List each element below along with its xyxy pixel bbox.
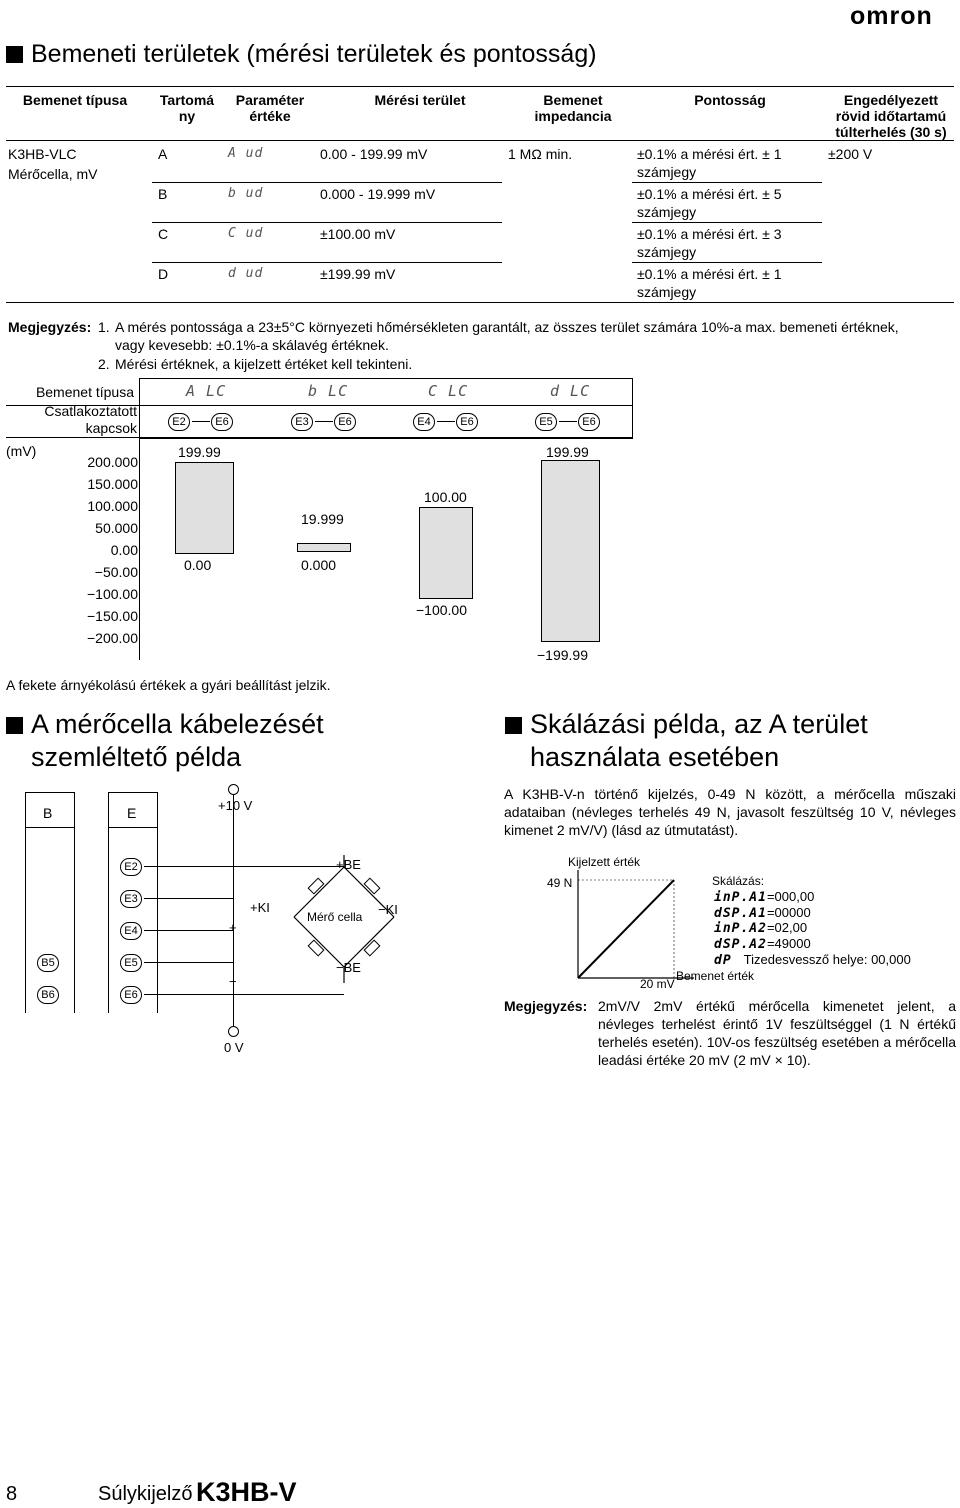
row-accuracy-unit: számjegy (637, 284, 697, 300)
y-tick: 0.00 (110, 542, 138, 558)
terminal-e6: E6 (120, 986, 142, 1004)
note-1-number: 1. (98, 319, 110, 335)
note-2-number: 2. (98, 356, 110, 372)
wiring-title: A mérőcella kábelezését szemléltető példa (6, 708, 324, 774)
impedance-value: 1 MΩ min. (508, 146, 573, 162)
scaling-param-row: dSP.A2=49000 (714, 936, 811, 952)
scaling-param-row: inP.A2=02,00 (714, 920, 808, 936)
row-rule (632, 182, 822, 183)
bar-a-top: 199.99 (178, 444, 221, 460)
y-tick: 150.000 (87, 476, 138, 492)
chart-unit: (mV) (6, 443, 37, 459)
y-tick: 200.000 (87, 454, 138, 470)
e-column-label: E (127, 805, 137, 821)
terminal-e2: E2 (120, 858, 142, 876)
wire-e3 (144, 898, 233, 899)
scaling-param-row: dSP.A1=00000 (714, 905, 811, 921)
scaling-paragraph: A K3HB-V-n történő kijelzés, 0-49 N között, a mérőcella műszaki adataiban (névleges terhelés 49 N, javasolt feszültség 10 V, névleges kimenet 2 mV/V) (lásd az útmutatást). (504, 786, 956, 838)
range-bar-c (419, 507, 473, 599)
bar-b-top: 19.999 (301, 511, 344, 527)
terminal-e5: E5 (535, 413, 557, 431)
terminal-e4: E4 (413, 413, 435, 431)
terminal-e4: E4 (120, 922, 142, 940)
range-bar-b (297, 543, 351, 552)
supply-zero-v: 0 V (224, 1040, 244, 1055)
terminal-e6: E6 (578, 413, 600, 431)
overload-value: ±200 V (828, 146, 873, 162)
bar-c-bottom: −100.00 (416, 602, 467, 618)
graph-x-label: Bemenet érték (676, 969, 755, 983)
chart-terminals-label-2: kapcsok (85, 420, 137, 436)
y-tick: 100.000 (87, 498, 138, 514)
row-measure: 0.000 - 19.999 mV (320, 186, 436, 202)
zero-v-terminal-icon (228, 1026, 239, 1037)
y-tick: −150.00 (87, 608, 138, 624)
y-tick: −50.00 (94, 564, 138, 580)
th-range: Tartomá ny (159, 92, 215, 124)
y-tick: −100.00 (87, 586, 138, 602)
scaling-params-title: Skálázás: (712, 874, 765, 888)
table-header-rule (6, 140, 954, 141)
row-range: D (158, 266, 169, 282)
chart-type-d: d LC (550, 382, 591, 400)
label-minus-be: −BE (336, 960, 361, 975)
wire-e4 (144, 930, 233, 931)
label-load-cell: Mérő cella (307, 910, 363, 924)
terminal-e3: E3 (120, 890, 142, 908)
bullet-square-icon (505, 717, 522, 734)
b-column-label: B (43, 805, 53, 821)
section-title-input-ranges: Bemeneti területek (mérési területek és pontosság) (6, 40, 597, 69)
footer-model: K3HB-V (196, 1477, 297, 1507)
row-rule (632, 222, 822, 223)
scaling-param-row: inP.A1=000,00 (714, 889, 815, 905)
terminal-e6: E6 (211, 413, 233, 431)
terminal-link (192, 421, 210, 422)
graph-line (578, 880, 674, 978)
scaling-title: Skálázási példa, az A terület használata esetében (505, 708, 868, 774)
bar-b-bottom: 0.000 (301, 557, 337, 573)
label-minus-ki: −KI (378, 902, 398, 917)
table-bottom-rule (6, 302, 954, 303)
bar-d-top: 199.99 (546, 444, 589, 460)
label-plus-be: +BE (336, 857, 361, 872)
row-measure: 0.00 - 199.99 mV (320, 146, 428, 162)
bar-d-bottom: −199.99 (537, 647, 588, 663)
row-param: b ud (228, 186, 264, 201)
row-rule (152, 262, 502, 263)
note-label: Megjegyzés: (8, 319, 92, 335)
chart-type-b: b LC (308, 382, 349, 400)
th-measure-range: Mérési terület (374, 92, 466, 108)
input-type-model: K3HB-VLC (8, 146, 77, 162)
chart-axis-line (139, 378, 140, 660)
chart-header-rule-2 (6, 437, 632, 438)
row-param: C ud (228, 226, 264, 241)
row-accuracy-unit: számjegy (637, 204, 697, 220)
row-range: A (158, 146, 168, 162)
chart-input-type-label: Bemenet típusa (35, 384, 134, 400)
range-bar-a (175, 462, 234, 554)
graph-y-value: 49 N (547, 876, 573, 890)
terminal-b6: B6 (37, 986, 59, 1004)
footer-label: Súlykijelző (98, 1483, 193, 1505)
supply-plus-10v: +10 V (218, 798, 253, 813)
note-2-text: Mérési értéknek, a kijelzett értéket kell tekinteni. (115, 356, 413, 372)
bar-c-top: 100.00 (424, 489, 467, 505)
graph-y-label: Kijelzett érték (568, 855, 641, 869)
terminal-e6: E6 (456, 413, 478, 431)
supply-minus-sign: − (229, 974, 237, 989)
page-number: 8 (6, 1483, 18, 1505)
th-overload: Engedélyezett rövid időtartamú túlterhelés (30 s) (835, 92, 947, 140)
terminal-e6: E6 (334, 413, 356, 431)
y-tick: −200.00 (87, 630, 138, 646)
th-parameter: Paraméter értéke (235, 92, 305, 124)
row-range: C (158, 226, 169, 242)
label-plus-ki: +KI (250, 900, 270, 915)
supply-plus-sign: + (229, 920, 237, 935)
row-range: B (158, 186, 168, 202)
wire-e6-minus-be (144, 994, 344, 995)
th-accuracy: Pontosság (694, 92, 766, 108)
input-type-name: Mérőcella, mV (8, 166, 98, 182)
wire-supply (233, 792, 234, 1028)
wire-e5 (144, 962, 233, 963)
row-accuracy: ±0.1% a mérési ért. ± 3 (637, 226, 782, 242)
chart-type-c: C LC (428, 382, 469, 400)
row-param: d ud (228, 266, 264, 281)
note-1-text-cont: vagy kevesebb: ±0.1%-a skálavég értéknek. (115, 337, 389, 353)
row-accuracy-unit: számjegy (637, 244, 697, 260)
omron-logo: omron (850, 2, 933, 30)
row-rule (632, 262, 822, 263)
terminal-e5: E5 (120, 954, 142, 972)
b-column-rule (25, 827, 74, 828)
y-tick: 50.000 (95, 520, 138, 536)
row-rule (152, 222, 502, 223)
chart-caption: A fekete árnyékolású értékek a gyári beállítást jelzik. (6, 677, 331, 693)
th-impedance: Bemenet impedancia (534, 92, 612, 124)
terminal-link (559, 421, 577, 422)
terminal-link (315, 421, 333, 422)
range-bar-d (541, 460, 600, 642)
note-1-text: A mérés pontossága a 23±5°C környezeti hőmérsékleten garantált, az összes terület számára 10%-a max. bemeneti értéknek, (115, 319, 899, 335)
row-accuracy: ±0.1% a mérési ért. ± 1 (637, 146, 782, 162)
chart-type-a: A LC (186, 382, 227, 400)
scaling-note: 2mV/V 2mV értékű mérőcella kimenetet jelent, a névleges terhelést érintő 1V feszültséggel (1 N értékű terhelés esetén). 10V-os feszültség esetében a mérőcella leadási értéke 20 mV (2 mV × 10). (598, 998, 956, 1068)
bullet-square-icon (6, 46, 23, 63)
b-column-box (25, 792, 75, 1013)
row-accuracy: ±0.1% a mérési ért. ± 1 (637, 266, 782, 282)
plus10-terminal-icon (228, 784, 239, 795)
scaling-note-label: Megjegyzés: (504, 998, 588, 1014)
bar-a-bottom: 0.00 (184, 557, 212, 573)
th-input-type: Bemenet típusa (22, 92, 128, 108)
terminal-e2: E2 (168, 413, 190, 431)
row-accuracy-unit: számjegy (637, 164, 697, 180)
scaling-param-row: dP Tizedesvessző helye: 00,000 (714, 952, 911, 968)
bullet-square-icon (6, 717, 23, 734)
table-top-rule (6, 86, 954, 87)
row-measure: ±199.99 mV (320, 266, 396, 282)
row-accuracy: ±0.1% a mérési ért. ± 5 (637, 186, 782, 202)
terminal-b5: B5 (37, 954, 59, 972)
terminal-e3: E3 (291, 413, 313, 431)
terminal-link (437, 421, 455, 422)
row-param: A ud (228, 146, 264, 161)
e-column-rule (108, 827, 157, 828)
row-rule (152, 182, 502, 183)
row-measure: ±100.00 mV (320, 226, 396, 242)
graph-x-value: 20 mV (640, 977, 675, 991)
chart-terminals-label: Csatlakoztatott (44, 403, 137, 419)
